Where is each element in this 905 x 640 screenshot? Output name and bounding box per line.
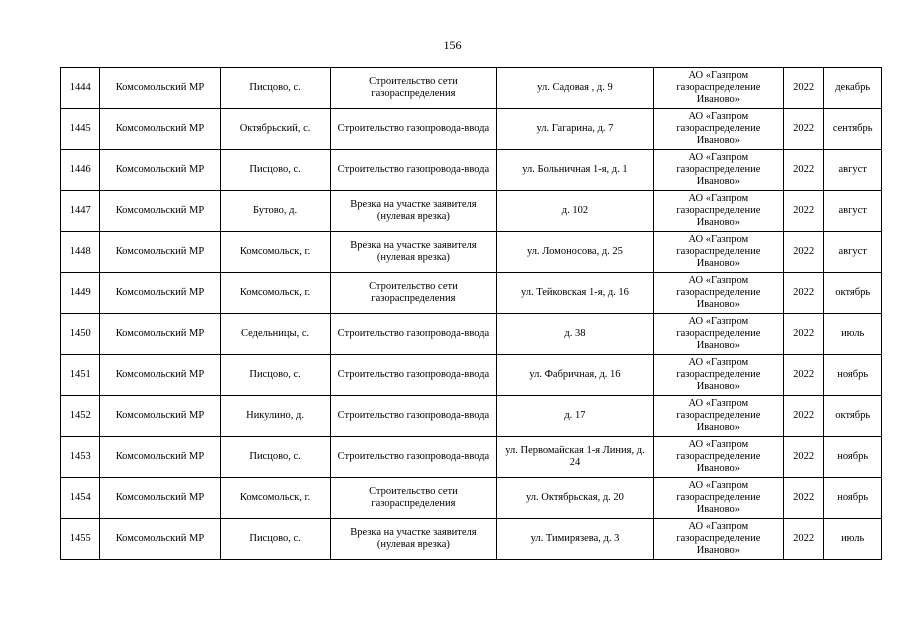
district-cell: Комсомольский МР <box>100 478 220 519</box>
row-number-cell: 1446 <box>61 150 100 191</box>
organization-cell: АО «Газпром газораспределение Иваново» <box>653 273 783 314</box>
table-row <box>61 396 882 437</box>
district-cell: Комсомольский МР <box>100 355 220 396</box>
settlement-cell: Никулино, д. <box>220 396 330 437</box>
district-cell: Комсомольский МР <box>100 68 220 109</box>
work-type-cell: Строительство газопровода-ввода <box>330 150 497 191</box>
row-number-cell: 1448 <box>61 232 100 273</box>
table-row <box>61 355 882 396</box>
address-cell: ул. Садовая , д. 9 <box>497 68 654 109</box>
month-cell: октябрь <box>824 273 882 314</box>
month-cell: август <box>824 232 882 273</box>
organization-cell: АО «Газпром газораспределение Иваново» <box>653 314 783 355</box>
settlement-cell: Бутово, д. <box>220 191 330 232</box>
row-number-cell: 1449 <box>61 273 100 314</box>
settlement-cell: Писцово, с. <box>220 150 330 191</box>
table-row <box>61 109 882 150</box>
settlement-cell: Писцово, с. <box>220 355 330 396</box>
year-cell: 2022 <box>783 437 823 478</box>
address-cell: ул. Больничная 1-я, д. 1 <box>497 150 654 191</box>
table-body <box>61 68 882 560</box>
table-row <box>61 314 882 355</box>
organization-cell: АО «Газпром газораспределение Иваново» <box>653 109 783 150</box>
organization-cell: АО «Газпром газораспределение Иваново» <box>653 396 783 437</box>
month-cell: октябрь <box>824 396 882 437</box>
year-cell: 2022 <box>783 396 823 437</box>
year-cell: 2022 <box>783 68 823 109</box>
work-type-cell: Строительство газопровода-ввода <box>330 314 497 355</box>
district-cell: Комсомольский МР <box>100 109 220 150</box>
row-number-cell: 1451 <box>61 355 100 396</box>
row-number-cell: 1444 <box>61 68 100 109</box>
work-type-cell: Строительство сети газораспределения <box>330 273 497 314</box>
settlement-cell: Писцово, с. <box>220 437 330 478</box>
month-cell: ноябрь <box>824 478 882 519</box>
row-number-cell: 1447 <box>61 191 100 232</box>
organization-cell: АО «Газпром газораспределение Иваново» <box>653 355 783 396</box>
table-row <box>61 150 882 191</box>
work-type-cell: Строительство газопровода-ввода <box>330 355 497 396</box>
year-cell: 2022 <box>783 314 823 355</box>
organization-cell: АО «Газпром газораспределение Иваново» <box>653 437 783 478</box>
district-cell: Комсомольский МР <box>100 314 220 355</box>
row-number-cell: 1445 <box>61 109 100 150</box>
settlement-cell: Комсомольск, г. <box>220 232 330 273</box>
address-cell: ул. Октябрьская, д. 20 <box>497 478 654 519</box>
row-number-cell: 1450 <box>61 314 100 355</box>
settlement-cell: Писцово, с. <box>220 68 330 109</box>
address-cell: ул. Первомайская 1-я Линия, д. 24 <box>497 437 654 478</box>
month-cell: август <box>824 150 882 191</box>
table-row <box>61 273 882 314</box>
work-type-cell: Врезка на участке заявителя (нулевая врезка) <box>330 519 497 560</box>
address-cell: ул. Тимирязева, д. 3 <box>497 519 654 560</box>
table-row <box>61 68 882 109</box>
row-number-cell: 1455 <box>61 519 100 560</box>
table-row <box>61 232 882 273</box>
organization-cell: АО «Газпром газораспределение Иваново» <box>653 232 783 273</box>
work-type-cell: Врезка на участке заявителя (нулевая врезка) <box>330 232 497 273</box>
organization-cell: АО «Газпром газораспределение Иваново» <box>653 519 783 560</box>
address-cell: ул. Гагарина, д. 7 <box>497 109 654 150</box>
table-row <box>61 519 882 560</box>
address-cell: ул. Ломоносова, д. 25 <box>497 232 654 273</box>
address-cell: ул. Тейковская 1-я, д. 16 <box>497 273 654 314</box>
district-cell: Комсомольский МР <box>100 232 220 273</box>
address-cell: ул. Фабричная, д. 16 <box>497 355 654 396</box>
month-cell: декабрь <box>824 68 882 109</box>
district-cell: Комсомольский МР <box>100 437 220 478</box>
year-cell: 2022 <box>783 355 823 396</box>
work-type-cell: Строительство сети газораспределения <box>330 478 497 519</box>
work-type-cell: Строительство газопровода-ввода <box>330 109 497 150</box>
table-row <box>61 478 882 519</box>
work-type-cell: Строительство сети газораспределения <box>330 68 497 109</box>
address-cell: д. 17 <box>497 396 654 437</box>
month-cell: август <box>824 191 882 232</box>
row-number-cell: 1454 <box>61 478 100 519</box>
year-cell: 2022 <box>783 273 823 314</box>
year-cell: 2022 <box>783 191 823 232</box>
row-number-cell: 1453 <box>61 437 100 478</box>
address-cell: д. 38 <box>497 314 654 355</box>
year-cell: 2022 <box>783 232 823 273</box>
year-cell: 2022 <box>783 478 823 519</box>
gasification-table <box>60 67 882 560</box>
district-cell: Комсомольский МР <box>100 519 220 560</box>
address-cell: д. 102 <box>497 191 654 232</box>
month-cell: ноябрь <box>824 437 882 478</box>
work-type-cell: Строительство газопровода-ввода <box>330 437 497 478</box>
district-cell: Комсомольский МР <box>100 150 220 191</box>
settlement-cell: Октябрьский, с. <box>220 109 330 150</box>
table-row <box>61 191 882 232</box>
month-cell: июль <box>824 314 882 355</box>
month-cell: ноябрь <box>824 355 882 396</box>
work-type-cell: Врезка на участке заявителя (нулевая врезка) <box>330 191 497 232</box>
organization-cell: АО «Газпром газораспределение Иваново» <box>653 68 783 109</box>
settlement-cell: Комсомольск, г. <box>220 478 330 519</box>
year-cell: 2022 <box>783 109 823 150</box>
table-row <box>61 437 882 478</box>
month-cell: сентябрь <box>824 109 882 150</box>
organization-cell: АО «Газпром газораспределение Иваново» <box>653 478 783 519</box>
year-cell: 2022 <box>783 519 823 560</box>
work-type-cell: Строительство газопровода-ввода <box>330 396 497 437</box>
district-cell: Комсомольский МР <box>100 191 220 232</box>
row-number-cell: 1452 <box>61 396 100 437</box>
settlement-cell: Комсомольск, г. <box>220 273 330 314</box>
settlement-cell: Седельницы, с. <box>220 314 330 355</box>
organization-cell: АО «Газпром газораспределение Иваново» <box>653 191 783 232</box>
organization-cell: АО «Газпром газораспределение Иваново» <box>653 150 783 191</box>
page-number: 156 <box>443 38 462 52</box>
district-cell: Комсомольский МР <box>100 273 220 314</box>
month-cell: июль <box>824 519 882 560</box>
district-cell: Комсомольский МР <box>100 396 220 437</box>
year-cell: 2022 <box>783 150 823 191</box>
settlement-cell: Писцово, с. <box>220 519 330 560</box>
